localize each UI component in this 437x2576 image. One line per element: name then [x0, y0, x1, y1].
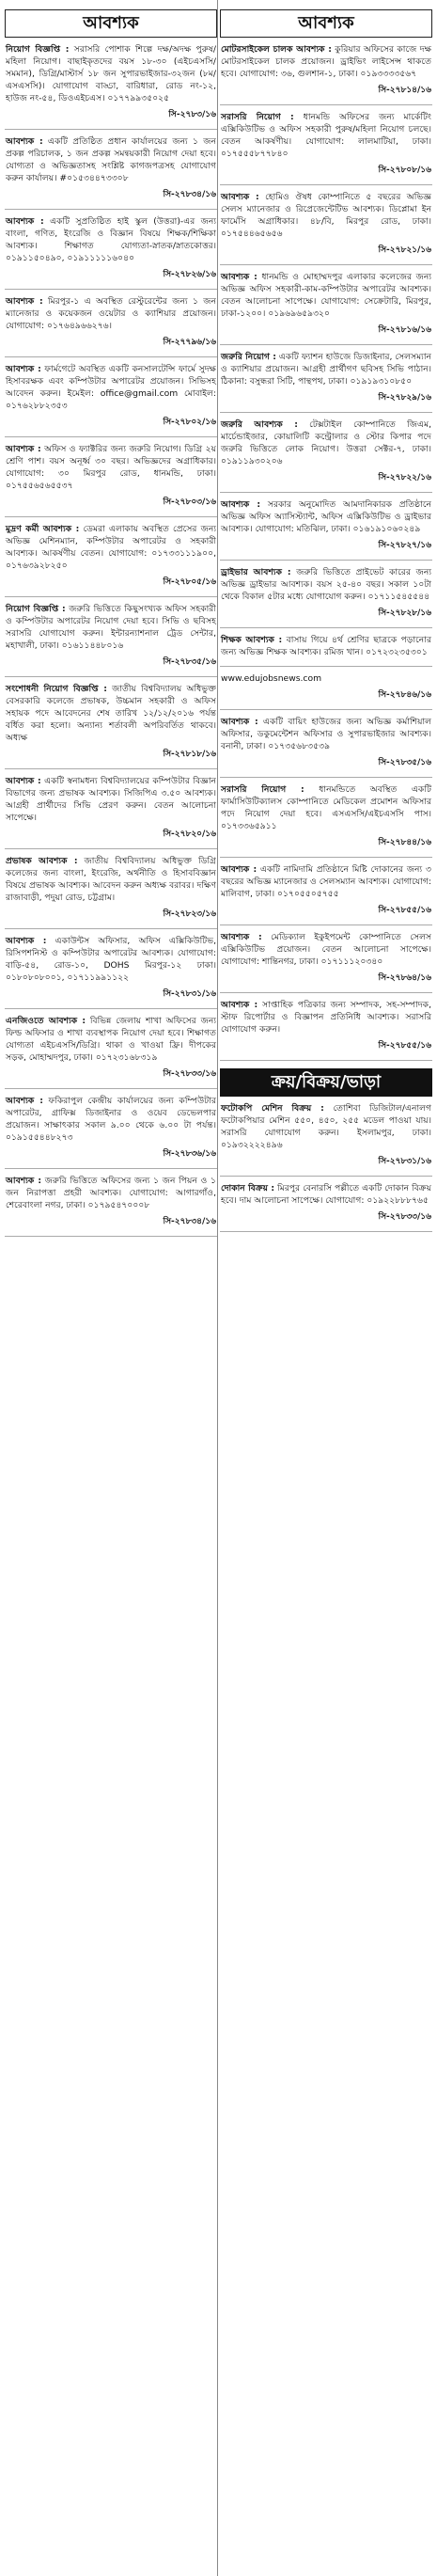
- ad-body: [221, 43, 431, 80]
- ad-body: [6, 1015, 216, 1064]
- ad-label: আবশ্যক :: [6, 136, 43, 147]
- right-column: [220, 9, 432, 1232]
- ad-label: আবশ্যক :: [221, 717, 258, 727]
- ad-reference-code: সি-২৭৮০৩/১৬: [163, 498, 216, 507]
- ad-label: আবশ্যক :: [6, 364, 41, 374]
- ad-text: কুরিয়ার অফিসের কাজে দক্ষ মোটরসাইকেল চালক প্রয়োজন। ড্রাইভিং লাইসেন্স থাকতে হবে। যোগাযোগ: ৩৬, গুলশান-১, ঢাকা। ০১৯৩৩৩৩৫৬৭: [221, 44, 432, 79]
- ad-text: মিরপুর-১ এ অবস্থিত রেস্টুরেন্টের জন্য ১ জন ম্যানেজার ও কয়েকজন ওয়েটার ও ক্যাশিয়ার প্রয়োজন। যোগাযোগ: ০১৭৬৪৯৬৬২৭৬।: [6, 296, 217, 331]
- ad-text: সরকার অনুমোদিত আমদানিকারক প্রতিষ্ঠানে অভিজ্ঞ অফিস অ্যাসিস্ট্যান্ট, অফিস এক্সিকিউটিভ ও ড্রাইভার আবশ্যক। যোগাযোগ: মতিঝিল, ঢাকা। ০১৬১৯১০৬০২৪৯: [221, 499, 431, 534]
- ad-text: জাতীয় বিশ্ববিদ্যালয় অধিভুক্ত বেসরকারি কলেজে প্রভাষক, উচ্চমান সহকারী ও অফিস সহায়ক পদে আবেদনের শেষ তারিখ ১২/১২/২০১৬ পর্যন্ত বর্ধিত করা হলো। অন্যান্য শর্তাবলী অপরিবর্তিত থাকবে। অধ্যক্ষ: [6, 684, 217, 743]
- ad-reference-code: সি-২৭৮৫৫/১৬: [378, 906, 431, 915]
- ad-body: [221, 498, 431, 535]
- classified-ad: [5, 517, 217, 597]
- left-column: [5, 9, 217, 1237]
- classified-ad: [5, 1009, 217, 1089]
- ad-label: আবশ্যক :: [6, 216, 44, 227]
- ad-body: [6, 363, 216, 412]
- ad-text: অফিস ও ফ্যাক্টরির জন্য জরুরি নিয়োগ। ডিগ্রি ২য় শ্রেণি পাশ। বয়স অনূর্ধ্ব ৩০ বছর। অভিজ্ঞদের অগ্রাধিকার। যোগাযোগ: ৩০ মিরপুর রোড, ধানমন্ডি, ঢাকা। ০১৭৫৫৬৫৬৫৫৩৭: [6, 444, 217, 491]
- ad-reference-code: সি-২৭৮২৯/১৬: [378, 393, 431, 403]
- ad-reference-code: সি-২৭৮৩১/১৬: [378, 1157, 431, 1166]
- classified-ad: [220, 925, 432, 993]
- ad-label: দোকান বিক্রয় :: [221, 1183, 275, 1193]
- ad-text: জরুরি ভিত্তিতে প্রাইভেট কারের জন্য অভিজ্ঞ ড্রাইভার আবশ্যক। বয়স ২৫-৪০ বছর। সকাল ১০টা থেকে বিকাল ৫টার মধ্যে যোগাযোগ করুন। ০১৭১১৫৪৫৫৪৪: [221, 567, 431, 602]
- ad-label: সরাসরি নিয়োগ :: [221, 112, 294, 122]
- classified-ad: [220, 667, 432, 710]
- classified-ad: [220, 493, 432, 561]
- ad-label: মুদ্রণ কর্মী আবশ্যক :: [6, 524, 80, 534]
- classified-ad: [5, 210, 217, 290]
- ad-reference-code: সি-২৭৮০২/১৬: [163, 418, 216, 427]
- ad-text: একটি স্বনামধন্য বিশ্ববিদ্যালয়ের কম্পিউটার বিজ্ঞান বিভাগের জন্য প্রভাষক আবশ্যক। সিজিপিএ ৩.৫০ আবশ্যক। আগ্রহী প্রার্থীদের সিভি প্রেরণ করুন। বেতন আলোচনা সাপেক্ষে।: [6, 776, 216, 823]
- classified-ad: [220, 710, 432, 778]
- ad-label: মোটরসাইকেল চালক আবশ্যক :: [221, 44, 332, 55]
- classified-ad: [220, 1177, 432, 1232]
- ad-text: একটি প্রতিষ্ঠিত প্রধান কার্যালয়ের জন্য ১ জন প্রকল্প পরিচালক, ১ জন প্রকল্প সমন্বয়কারী নিয়োগ দেয়া হবে। যোগ্যতা ও অভিজ্ঞতাসহ সংশ্লিষ্ট কাগজপত্রসহ যোগাযোগ করুন কার্যালয়। #০১৫৩৪৪৭৩৩০৮: [6, 136, 217, 183]
- ad-label: জরুরি নিয়োগ :: [221, 352, 276, 362]
- classified-ad: [5, 130, 217, 210]
- website-link[interactable]: [221, 672, 431, 685]
- ad-label: ড্রাইভার আবশ্যক :: [221, 567, 291, 577]
- ad-reference-code: সি-২৭৮৩/১৬: [168, 110, 216, 119]
- classified-ad: [5, 1169, 217, 1237]
- ad-label: আবশ্যক :: [221, 1000, 258, 1010]
- ad-text: মিরপুর বেনারসি পল্লীতে একটি দোকান বিক্রয় হবে। দাম আলোচনা সাপেক্ষে। যোগাযোগ: ০১৯২২৮৮৮৭৬৫: [221, 1183, 432, 1206]
- classified-ad: [220, 345, 432, 413]
- ad-text: জরুরি ভিত্তিতে কিছুসংখ্যক অফিস সহকারী ও কম্পিউটার অপারেটর নিয়োগ দেয়া হবে। সিভি ও ছবিসহ সরাসরি যোগাযোগ করুন। ইন্টারন্যাশনাল ট্রেড সেন্টার, মহাখালী, ঢাকা। ০১৬১১৪৪৮০১৬: [6, 604, 216, 651]
- ad-reference-code: সি-২৭৮৩৩/১৬: [378, 1212, 431, 1222]
- ad-reference-code: সি-২৭৮২১/১৬: [378, 245, 431, 255]
- ad-text: একটি বায়িং হাউজের জন্য অভিজ্ঞ কর্মাশিয়াল অফিসার, ডকুমেন্টেশন অফিসার ও সুপারভাইজার আবশ্যক। বনানী, ঢাকা। ০১৭৩৫৬৮৩৫৩৯: [221, 717, 432, 751]
- ad-reference-code: সি-২৭৮১৮/১৬: [163, 750, 216, 759]
- ad-text: তোশিবা ডিজিটাল/এনালগ ফটোকপিয়ার মেশিন ৫৫০, ৪৫০, ২৫৫ মডেল পাওয়া যায়। সরাসরি যোগাযোগ করুন। ইসলামপুর, ঢাকা। ০১৯৩২২২২৪৯৬: [221, 1103, 432, 1150]
- classified-ad: [220, 1097, 432, 1177]
- ad-body: [221, 783, 431, 832]
- ad-body: [6, 603, 216, 652]
- ad-label: শিক্ষক আবশ্যক :: [221, 635, 283, 645]
- ad-reference-code: সি-২৭৮০৫/১৬: [163, 577, 216, 587]
- ad-label: প্রভাষক আবশ্যক :: [6, 856, 78, 866]
- ad-body: [221, 931, 431, 968]
- ad-body: [6, 775, 216, 824]
- ad-label: সরাসরি নিয়োগ :: [221, 784, 304, 795]
- ad-reference-code: সি-২৭৮৩৬/১৬: [163, 1149, 216, 1159]
- ad-reference-code: সি-২৭৮৪৪/১৬: [378, 838, 431, 847]
- ad-label: এনজিওতে আবশ্যক :: [6, 1016, 86, 1026]
- classified-ad: [5, 929, 217, 1009]
- ad-text: সাপ্তাহিক পত্রিকার জন্য সম্পাদক, সহ-সম্পাদক, স্টাফ রিপোর্টার ও বিজ্ঞাপন প্রতিনিধি আবশ্যক। সরাসরি যোগাযোগ করুন।: [221, 1000, 432, 1035]
- ad-label: ফটোকপি মেশিন বিক্রয় :: [221, 1103, 324, 1114]
- ad-text: মেডিক্যাল ইকুইপমেন্ট কোম্পানিতে সেলস এক্সিকিউটিভ প্রয়োজন। বেতন আলোচনা সাপেক্ষে। যোগাযোগ: শান্তিনগর, ঢাকা। ০১৭১১১২০৩৪০: [221, 932, 432, 967]
- ad-text: হোমিও ঔষধ কোম্পানিতে ৫ বছরের অভিজ্ঞ সেলস ম্যানেজার ও রিপ্রেজেন্টেটিভ আবশ্যক। ডিপ্লোমা ইন ফার্মেসি অগ্রাধিকার। ৪৮/বি, মিরপুর রোড, ঢাকা। ০১৭৫৪৪৬৫৬৫৬: [221, 192, 431, 239]
- classified-ad: [5, 437, 217, 517]
- ad-body: [6, 443, 216, 492]
- ad-reference-code: সি-২৭৮৩৩/১৬: [163, 1069, 216, 1079]
- ad-label: আবশ্যক :: [6, 296, 43, 307]
- ad-body: [221, 1182, 431, 1207]
- ad-body: [6, 215, 216, 264]
- ad-body: [6, 135, 216, 184]
- ad-body: [221, 191, 431, 240]
- ad-label: জরুরি আবশ্যক :: [221, 419, 298, 430]
- ad-body: [221, 111, 431, 160]
- ad-reference-code: সি-২৭৮২৬/১৬: [163, 270, 216, 279]
- classified-ad: [5, 769, 217, 849]
- classified-ad: [5, 849, 217, 929]
- ad-text: ধানমন্ডি অফিসের জন্য মার্কেটিং এক্সিকিউটিভ ও অফিস সহকারী পুরুষ/মহিলা নিয়োগ চলছে। বেতন আকর্ষণীয়। যোগাযোগ: লালমাটিয়া, ঢাকা। ০১৭৫৫৫৮৭৭৮৪০: [221, 112, 431, 159]
- classified-ad: [220, 628, 432, 667]
- classified-ad: [220, 778, 432, 858]
- ad-body: [6, 523, 216, 572]
- classified-ad: [5, 290, 217, 357]
- ad-reference-code: সি-২৭৮১৪/১৬: [378, 86, 431, 95]
- classified-ad: [5, 1089, 217, 1169]
- ad-text: বিভিন্ন জেলায় শাখা অফিসের জন্য ফিল্ড অফিসার ও শাখা ব্যবস্থাপক নিয়োগ দেয়া হবে। শিক্ষাগত যোগ্যতা এইচএসসি/ডিগ্রি। থাকা ও খাওয়া ফ্রি। দীপকের সড়ক, মোহাম্মদপুর, ঢাকা। ০১৭২৩১৬৮৩১৯: [6, 1016, 216, 1063]
- ad-body: [6, 1175, 216, 1211]
- ad-label: আবশ্যক :: [6, 444, 41, 454]
- ad-text: সরাসরি পোশাক শিল্পে দক্ষ/অদক্ষ পুরুষ/মহিলা নিয়োগ। বাছাইকৃতদের বয়স ১৮-৩০ (এইচএসসি/সমমান), ডিগ্রি/মাস্টার্স ১৮ জন সুপারভাইজার-৩২জন (৮ম/এসএসসি)। যোগাযোগ বাড্ডা, বারিধারা, রোড নং-১২, হাউজ নং-৫৪, ডিওএইচএস। ০১৭৭৯৯৩৫০২৫: [6, 44, 217, 103]
- left-ads-list: [5, 38, 217, 1237]
- ad-label: আবশ্যক :: [221, 499, 261, 510]
- ad-body: [221, 419, 431, 467]
- ad-text: একটি সুপ্রতিষ্ঠিত হাই স্কুল (উত্তরা)-এর জন্য বাংলা, গণিত, ইংরেজি ও বিজ্ঞান বিষয়ে শিক্ষক/শিক্ষিকা আবশ্যক। শিক্ষাগত যোগ্যতা-স্নাতক/স্নাতকোত্তর। ০১৯১১৫০৪৯০, ০১৯১১১১১৬০৪০: [6, 216, 217, 263]
- classified-ad: [5, 677, 217, 769]
- classified-ad: [5, 597, 217, 677]
- classified-ad: [5, 38, 217, 130]
- ad-reference-code: সি-২৭৮২৮/১৬: [378, 608, 431, 618]
- ad-label: আবশ্যক :: [6, 1096, 43, 1106]
- ad-text: ধানমন্ডি ও মোহাম্মদপুর এলাকার কলেজের জন্য অভিজ্ঞ অফিস সহকারী-কাম-কম্পিউটার অপারেটর আবশ্যক। বেতন আলোচনা সাপেক্ষে। যোগাযোগ: সেক্রেটারি, মিরপুর, ঢাকা-১২০০। ০১৯৬৯৬৫৯৩২০: [221, 272, 431, 319]
- ad-body: [6, 43, 216, 104]
- ad-body: [6, 855, 216, 904]
- classified-ad: [220, 265, 432, 345]
- ad-label: আবশ্যক :: [221, 932, 262, 942]
- ad-body: [6, 683, 216, 744]
- classified-ad: [220, 105, 432, 185]
- ad-label: আবশ্যক :: [6, 1176, 41, 1186]
- ad-reference-code: সি-২৭৮৩১/১৬: [163, 989, 216, 999]
- classified-ad: [220, 185, 432, 265]
- classified-ad: [220, 413, 432, 493]
- ad-body: [221, 999, 431, 1035]
- ad-text: বাসায় গিয়ে ৪র্থ শ্রেণির ছাত্রকে পড়ানোর জন্য অভিজ্ঞ শিক্ষক আবশ্যক। রমিজ খান। ০১৭২৩২৩৫৩০১: [221, 635, 431, 657]
- classified-ad: [5, 357, 217, 437]
- ad-reference-code: সি-২৭৮০৮/১৬: [378, 166, 431, 175]
- ad-text: ধানমন্ডিতে অবস্থিত একটি ফার্মাসিউটিক্যালস কোম্পানিতে মেডিকেল প্রমোশন অফিসার পদে নিয়োগ দেয়া হবে। এসএসসি/এইচএসসি পাস। ০১৭৩৩৬৫৯১১: [221, 784, 431, 831]
- ad-reference-code: সি-২৭৮৩৪/১৬: [163, 1217, 216, 1226]
- classified-ad: [220, 38, 432, 105]
- ad-reference-code: সি-২৭৮৬৪/১৬: [378, 973, 431, 983]
- ad-label: আবশ্যক :: [6, 776, 41, 786]
- ad-body: [6, 295, 216, 332]
- ad-reference-code: সি-২৭৮৪৬/১৬: [378, 690, 431, 700]
- ad-body: [221, 1102, 431, 1151]
- buy-sell-header: ক্রয়/বিক্রয়/ভাড়া: [220, 1068, 432, 1097]
- left-column-header: আবশ্যক: [5, 9, 217, 38]
- ad-text: ফকিরাপুল কেন্দ্রীয় কার্যালয়ের জন্য কম্পিউটার অপারেটর, গ্রাফিক্স ডিজাইনার ও ওয়েব ডেভেলপার প্রয়োজন। সাক্ষাৎকার সকাল ৯.০০ থেকে ৬.০০ টা পর্যন্ত। ০১৯১৫৫৪৪৮২৭৩: [6, 1096, 217, 1143]
- ad-label: নিয়োগ বিজ্ঞপ্তি :: [6, 44, 70, 55]
- ad-text: একটি ফ্যাশন হাউজে ডিজাইনার, সেলসম্যান ও ক্যাশিয়ার প্রয়োজন। আগ্রহী প্রার্থীগণ ছবিসহ সিভি পাঠান। ঠিকানা: বসুন্ধরা সিটি, পান্থপথ, ঢাকা। ০১৯১৯৩১০৮৫০: [221, 352, 431, 387]
- ad-reference-code: সি-২৭৮২৭/১৬: [378, 541, 431, 550]
- ad-label: আবশ্যক :: [221, 192, 259, 202]
- ad-label: নিয়োগ বিজ্ঞপ্তি :: [6, 604, 66, 614]
- classified-ad: [220, 858, 432, 925]
- ad-reference-code: সি-২৭৮৩৫/১৬: [378, 758, 431, 767]
- ad-text: ফার্মগেটে অবস্থিত একটি কনসালটেন্সি ফার্মে সুদক্ষ হিসাবরক্ষক এবং কম্পিউটার অপারেটর প্রয়োজন। সিভিসহ আবেদন করুন। ইমেইল: office@gmail.com মোবাইল: ০১৭৬২৮৮২৩৫৩: [6, 364, 217, 411]
- ad-body: [6, 1095, 216, 1144]
- ad-text: জরুরি ভিত্তিতে অফিসের জন্য ১ জন পিয়ন ও ১ জন নিরাপত্তা প্রহরী আবশ্যক। যোগাযোগ: আগারগাঁও, শেরেবাংলা নগর, ঢাকা। ০১৭৯৫৪৭০০০৮: [6, 1176, 216, 1210]
- ad-body: [221, 271, 431, 320]
- ad-reference-code: সি-২৭৭৯৬/১৬: [163, 338, 216, 347]
- classified-ad: [220, 993, 432, 1061]
- ad-label: আবশ্যক :: [221, 864, 258, 875]
- column-divider: [217, 0, 218, 2576]
- ad-body: [6, 935, 216, 984]
- ad-body: [221, 634, 431, 658]
- ad-text: জাতীয় বিশ্ববিদ্যালয় অধিভুক্ত ডিগ্রি কলেজের জন্য বাংলা, ইংরেজি, অর্থনীতি ও হিসাববিজ্ঞান বিষয়ে প্রভাষক আবশ্যক। আবেদন করুন অধ্যক্ষ বরাবর। দক্ষিণ রাজাবাড়ী, পদুয়া রোড, চট্টগ্রাম।: [6, 856, 216, 903]
- ad-label: সংশোধনী নিয়োগ বিজ্ঞপ্তি :: [6, 684, 107, 694]
- ad-reference-code: সি-২৭৮১৬/১৬: [378, 325, 431, 335]
- ad-reference-code: সি-২৭৮২২/১৬: [378, 473, 431, 482]
- ad-body: [221, 566, 431, 603]
- ad-text: ডেমরা এলাকায় অবস্থিত প্রেসের জন্য অভিজ্ঞ মেশিনম্যান, কম্পিউটার অপারেটর ও সহকারী আবশ্যক। আকর্ষণীয় বেতন। যোগাযোগ: ০১৭৩৩১১১৯০০, ০১৭৬৩৯২৮২৫০: [6, 524, 216, 571]
- ad-reference-code: সি-২৭৮২৩/১৬: [163, 909, 216, 919]
- classified-ad: [220, 561, 432, 628]
- right-ads-list: [220, 38, 432, 1061]
- ad-label: আবশ্যক :: [221, 272, 258, 282]
- ad-text: একটি নামিদামি প্রতিষ্ঠানে মিষ্টি দোকানের জন্য ৩ বছরের অভিজ্ঞ ম্যানেজার ও সেলসম্যান আবশ্যক। যোগাযোগ: মালিবাগ, ঢাকা। ০১৭০৫৫০৫৭৫৫: [221, 864, 431, 899]
- ad-body: [221, 716, 431, 752]
- ad-reference-code: সি-২৭৮৩৫/১৬: [163, 657, 216, 667]
- ad-text: একাউন্টস অফিসার, অফিস এক্সিকিউটিভ, রিসিপশনিস্ট ও কম্পিউটার অপারেটর আবশ্যক। যোগাযোগ: বাড়ি-৫৪, রোড-১০, DOHS মিরপুর-১২ ঢাকা। ০১৮০৮০৮০০১, ০১৭১১৯৯১১২২: [6, 936, 217, 983]
- ad-text: www.edujobsnews.com: [221, 673, 322, 684]
- ad-body: [221, 863, 431, 900]
- ad-label: আবশ্যক :: [6, 936, 47, 946]
- buy-sell-ads-list: [220, 1097, 432, 1232]
- right-column-header: আবশ্যক: [220, 9, 432, 38]
- ad-reference-code: সি-২৭৮৩৪/১৬: [163, 190, 216, 199]
- ad-reference-code: সি-২৭৮২০/১৬: [163, 830, 216, 839]
- ad-text: টেক্সটাইল কোম্পানিতে জিএম, মার্চেন্ডাইজার, কোয়ালিটি কন্ট্রোলার ও স্টোর কিপার পদে জরুরি ভিত্তিতে লোক নিয়োগ। উত্তরা সেক্টর-৭, ঢাকা। ০১৯১১৯৩০২০৬: [221, 419, 431, 466]
- ad-reference-code: সি-২৭৮৫৫/১৬: [378, 1041, 431, 1051]
- ad-body: [221, 351, 431, 387]
